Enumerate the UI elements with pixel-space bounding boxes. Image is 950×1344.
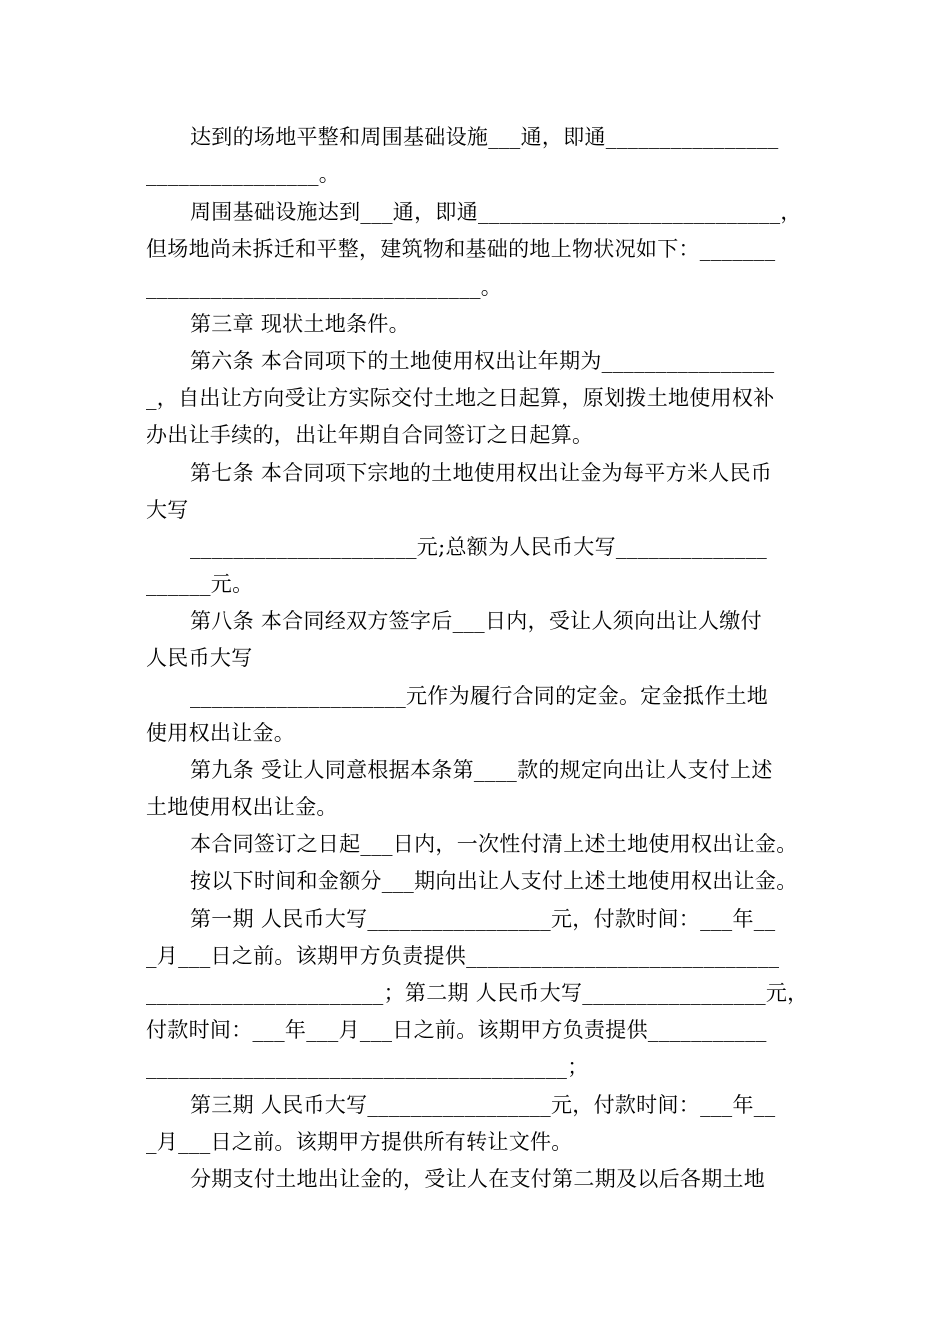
text-line: 但场地尚未拆迁和平整，建筑物和基础的地上物状况如下：_______	[146, 237, 776, 261]
text-line: 第六条 本合同项下的土地使用权出让年期为________________	[190, 349, 775, 373]
text-line: ______元。	[146, 572, 254, 596]
text-line: _______________________________________；	[146, 1055, 589, 1079]
text-line: 第九条 受让人同意根据本条第____款的规定向出让人支付上述	[190, 758, 773, 782]
text-line: 第三期 人民币大写_________________元，付款时间：___年__	[190, 1093, 776, 1117]
text-line: 人民币大写	[146, 646, 253, 670]
text-line: 使用权出让金。	[146, 721, 296, 745]
text-line: 土地使用权出让金。	[146, 795, 338, 819]
text-line: 本合同签订之日起___日内，一次性付清上述土地使用权出让金。	[190, 832, 798, 856]
text-line: 大写	[146, 498, 189, 522]
text-line: 分期支付土地出让金的，受让人在支付第二期及以后各期土地	[190, 1167, 766, 1191]
text-line: _，自出让方向受让方实际交付土地之日起算，原划拨土地使用权补	[146, 386, 775, 410]
chapter-heading: 第三章 现状土地条件。	[190, 312, 410, 336]
text-line: _月___日之前。该期甲方提供所有转让文件。	[146, 1130, 573, 1154]
text-line: 办出让手续的，出让年期自合同签订之日起算。	[146, 423, 594, 447]
text-line: _月___日之前。该期甲方负责提供_____________________________	[146, 944, 780, 968]
text-line: ______________________；第二期 人民币大写_________________元，	[146, 981, 809, 1005]
text-line: 按以下时间和金额分___期向出让人支付上述土地使用权出让金。	[190, 869, 798, 893]
text-line: _____________________元;总额为人民币大写______________	[190, 535, 768, 559]
text-line: ________________。	[146, 162, 341, 186]
text-line: 第七条 本合同项下宗地的土地使用权出让金为每平方米人民币	[190, 461, 773, 485]
text-line: 第八条 本合同经双方签字后___日内，受让人须向出让人缴付	[190, 609, 762, 633]
text-line: 第一期 人民币大写_________________元，付款时间：___年__	[190, 907, 776, 931]
text-line: 达到的场地平整和周围基础设施___通，即通________________	[190, 125, 779, 149]
text-line: ____________________元作为履行合同的定金。定金抵作土地	[190, 684, 769, 708]
text-line: _______________________________。	[146, 275, 503, 299]
text-line: 付款时间：___年___月___日之前。该期甲方负责提供___________	[146, 1018, 767, 1042]
text-line: 周围基础设施达到___通，即通____________________________，	[190, 200, 802, 224]
